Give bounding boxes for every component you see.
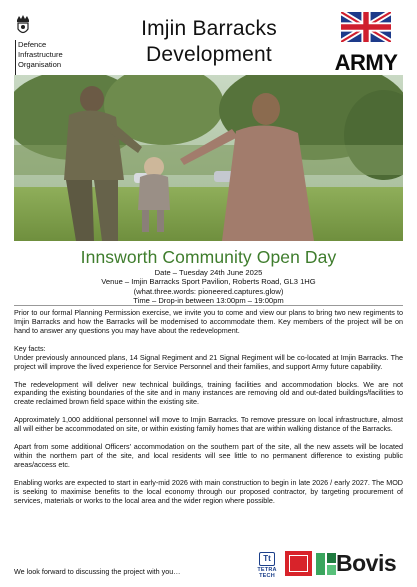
- intro-paragraph: Prior to our formal Planning Permission exercise, we invite you to come and view our plans to bring two new regiments to Imjin Barracks and how the Barracks will be modernised to accommodate them. Key members of the project will be on hand to answer any questions you may have about the redevelopment.: [14, 308, 403, 335]
- divider: [14, 305, 403, 306]
- dio-logo: [14, 14, 106, 72]
- army-wordmark: ARMY: [334, 50, 398, 75]
- red-logo-icon: [289, 555, 308, 572]
- event-what3words: (what.three.words: pioneered.captures.glow): [133, 286, 284, 296]
- dio-name: [18, 40, 63, 70]
- bovis-mark-icon: [316, 553, 336, 575]
- dio-line-3: Organisation: [18, 60, 62, 69]
- header: [0, 0, 417, 75]
- bovis-wordmark: Bovis: [336, 550, 397, 576]
- family-walking-photo-icon: [14, 75, 403, 241]
- army-logo: [331, 12, 401, 75]
- tetra-tech-wordmark: TETRA TECH: [257, 567, 277, 579]
- event-details: [0, 268, 417, 305]
- royal-crest-icon: [14, 14, 32, 38]
- red-square-logo: [285, 551, 312, 576]
- fact-paragraph: Apart from some additional Officers' accommodation on the southern part of the site, all the new assets will be located within the northern part of the site, and local residents will see little to no permanent difference to existing public areas/access etc.: [14, 442, 403, 469]
- key-facts-heading: Key facts:: [14, 343, 46, 353]
- title-line-2: Development: [146, 43, 272, 66]
- closing-line: We look forward to discussing the project with you…: [14, 567, 181, 576]
- title-line-1: Imjin Barracks: [141, 17, 277, 40]
- tetra-tech-icon: Tt: [259, 552, 275, 566]
- event-time: Time – Drop-in between 13:00pm – 19:00pm: [133, 295, 284, 305]
- fact-paragraph: Under previously announced plans, 14 Signal Regiment and 21 Signal Regiment will be co-located at Imjin Barracks. The project will improve the lived experience for Service Personnel and their families, and support Army future capability.: [14, 352, 403, 371]
- event-title: Innsworth Community Open Day: [80, 247, 337, 267]
- tetra-tech-logo: [251, 552, 283, 579]
- dio-line-1: Defence: [18, 40, 47, 49]
- fact-paragraph: Approximately 1,000 additional personnel will move to Imjin Barracks. To remove pressure on local infrastructure, almost all will either be accommodated on site, or within existing family homes that are within walking distance of the Barracks.: [14, 415, 403, 434]
- bovis-logo: [316, 551, 406, 577]
- event-date: Date – Tuesday 24th June 2025: [154, 268, 263, 277]
- fact-paragraph: The redevelopment will deliver new technical buildings, training facilities and accommodation blocks. We are not expanding the existing boundaries of the site and in many instances are removing old and out-dated buildings/facilities to create reclaimed brown field space within the existing site.: [14, 379, 403, 407]
- event-venue: Venue – Imjin Barracks Sport Pavilion, Roberts Road, GL3 1HG: [101, 277, 316, 287]
- fact-paragraph: Enabling works are expected to start in early-mid 2026 with main construction to begin in late 2026 / early 2027. The MOD is seeking to maximise benefits to the local economy through our proposed contractor, by targeting procurement of services, materials or works to the local area and the wider region where possible.: [14, 477, 403, 505]
- family-photo: [14, 75, 403, 241]
- union-flag-icon: [341, 12, 391, 42]
- page-title: [100, 16, 318, 68]
- dio-line-2: Infrastructure: [18, 50, 63, 59]
